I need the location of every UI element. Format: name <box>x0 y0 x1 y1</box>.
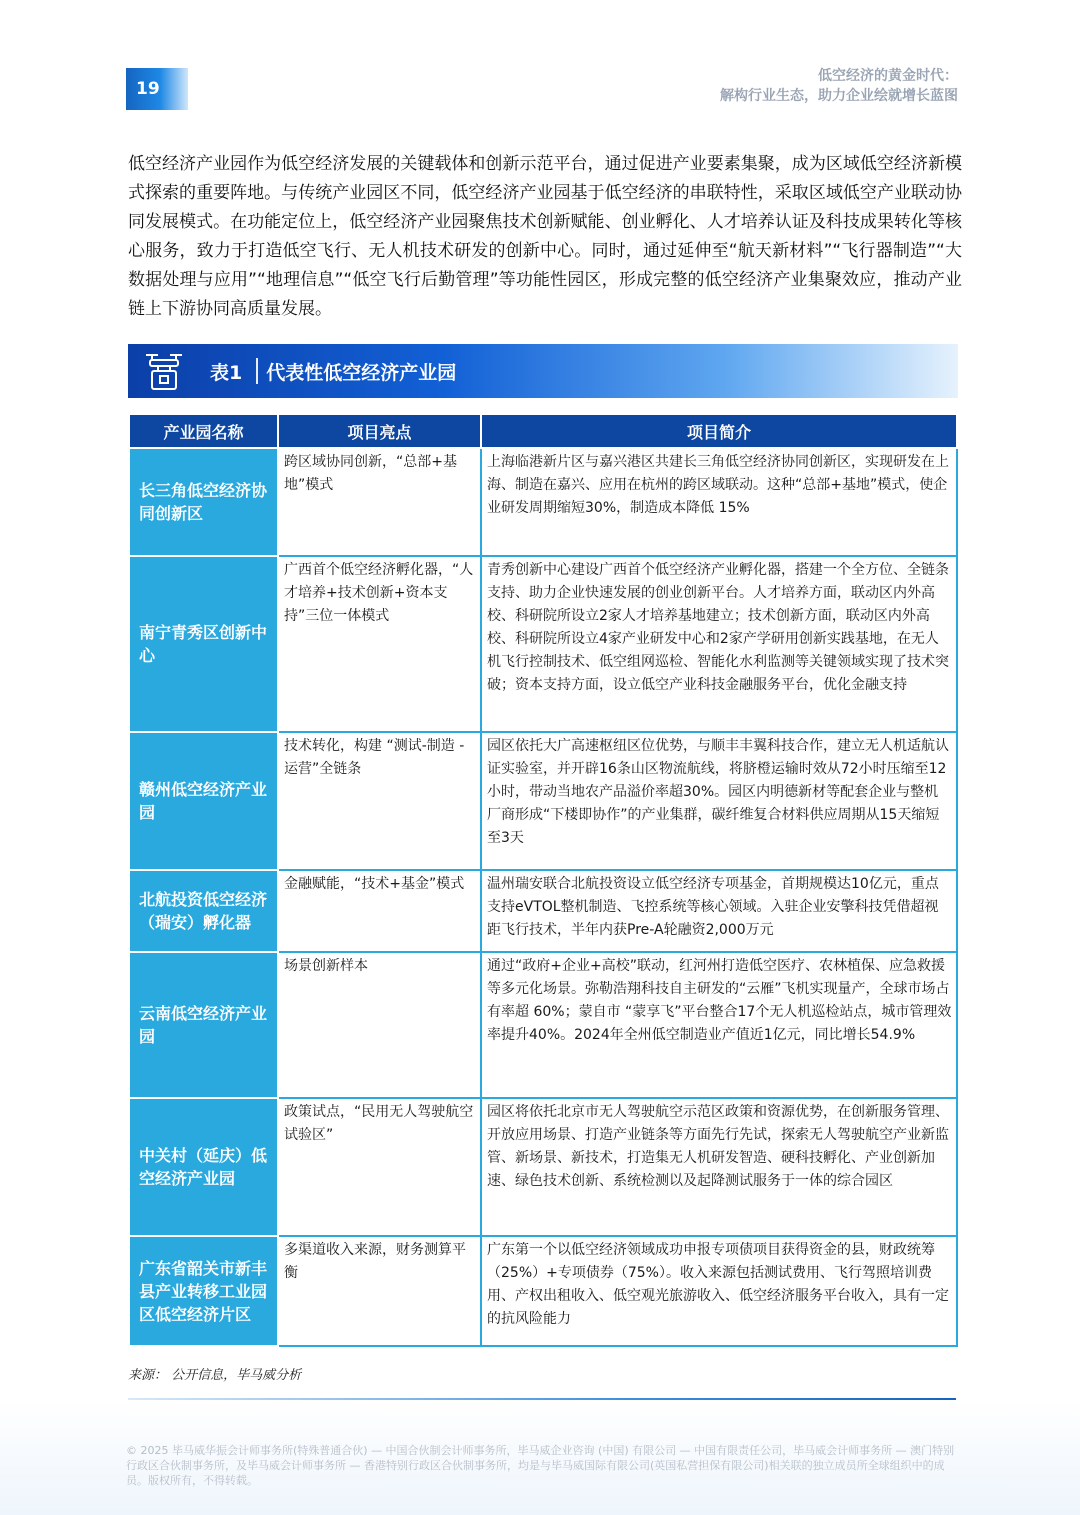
table-title: 代表性低空经济产业园 <box>266 361 457 384</box>
highlight-cell: 政策试点，“民用无人驾驶航空试验区” <box>278 1098 481 1236</box>
table-header-row <box>129 414 957 448</box>
table-title-banner <box>128 344 958 398</box>
document-title-line2: 解构行业生态，助力企业绘就增长蓝图 <box>720 88 958 104</box>
summary-cell: 温州瑞安联合北航投资设立低空经济专项基金，首期规模达10亿元，重点支持eVTOL整机制造、飞控系统等核心领域。入驻企业安擎科技凭借超视距飞行技术，半年内获Pre-A轮融资2,000万元 <box>481 870 957 952</box>
highlight-cell: 跨区域协同创新，“总部+基地”模式 <box>278 448 481 556</box>
source-note: 来源： 公开信息，毕马威分析 <box>128 1368 302 1383</box>
table-row <box>129 556 957 732</box>
park-name-cell: 北航投资低空经济（瑞安）孵化器 <box>129 870 278 952</box>
document-title-line1: 低空经济的黄金时代： <box>818 68 958 84</box>
summary-cell: 广东第一个以低空经济领域成功申报专项债项目获得资金的县，财政统筹（25%）+专项债券（75%）。收入来源包括测试费用、飞行驾照培训费用、产权出租收入、低空观光旅游收入、低空经济服务平台收入，具有一定的抗风险能力 <box>481 1236 957 1346</box>
summary-cell: 通过“政府+企业+高校”联动，红河州打造低空医疗、农林植保、应急救援等多元化场景。弥勒浩翔科技自主研发的“云雁”飞机实现量产，全球市场占有率超 60%；蒙自市 “蒙享飞”平台整合17个无人机巡检站点，城市管理效率提升40%。2024年全州低空制造业产值近1亿元，同比增长54.9% <box>481 952 957 1098</box>
document-title <box>720 66 958 106</box>
legal-disclaimer: © 2025 毕马威华振会计师事务所(特殊普通合伙) — 中国合伙制会计师事务所，毕马威企业咨询 (中国) 有限公司 — 中国有限责任公司，毕马威会计师事务所 — 澳门特别行政区合伙制事务所，及毕马威会计师事务所 — 香港特别行政区合伙制事务所，均是与毕马威国际有限公司(英国私营担保有限公司)相关联的独立成员所全球组织中的成员。版权所有，不得转载。 <box>126 1444 955 1487</box>
highlight-cell: 多渠道收入来源，财务测算平衡 <box>278 1236 481 1346</box>
park-name-cell: 中关村（延庆）低空经济产业园 <box>129 1098 278 1236</box>
intro-paragraph: 低空经济产业园作为低空经济发展的关键载体和创新示范平台，通过促进产业要素集聚，成为区域低空经济新模式探索的重要阵地。与传统产业园区不同，低空经济产业园基于低空经济的串联特性，采取区域低空产业联动协同发展模式。在功能定位上，低空经济产业园聚焦技术创新赋能、创业孵化、人才培养认证及科技成果转化等核心服务，致力于打造低空飞行、无人机技术研发的创新中心。同时，通过延伸至“航天新材料”“飞行器制造”“大数据处理与应用”“地理信息”“低空飞行后勤管理”等功能性园区，形成完整的低空经济产业集聚效应，推动产业链上下游协同高质量发展。 <box>128 154 962 319</box>
highlight-cell: 技术转化，构建 “测试-制造 - 运营”全链条 <box>278 732 481 870</box>
column-header-name: 产业园名称 <box>129 414 278 448</box>
banner-divider <box>256 358 258 384</box>
park-name-cell: 赣州低空经济产业园 <box>129 732 278 870</box>
summary-cell: 青秀创新中心建设广西首个低空经济产业孵化器，搭建一个全方位、全链条支持、助力企业快速发展的创业创新平台。人才培养方面，联动区内外高校、科研院所设立2家人才培养基地建立；技术创新方面，联动区内外高校、科研院所设立4家产业研发中心和2家产学研用创新实践基地，在无人机飞行控制技术、低空组网巡检、智能化水利监测等关键领域实现了技术突破；资本支持方面，设立低空产业科技金融服务平台，优化金融支持 <box>481 556 957 732</box>
table-label: 表1 <box>210 361 243 384</box>
page-number: 19 <box>126 68 188 110</box>
highlight-cell: 场景创新样本 <box>278 952 481 1098</box>
drone-package-icon <box>138 344 190 398</box>
highlight-cell: 金融赋能，“技术+基金”模式 <box>278 870 481 952</box>
column-header-summary: 项目简介 <box>481 414 957 448</box>
table-row <box>129 870 957 952</box>
park-name-cell: 云南低空经济产业园 <box>129 952 278 1098</box>
footer-divider <box>128 1398 956 1400</box>
summary-cell: 上海临港新片区与嘉兴港区共建长三角低空经济协同创新区，实现研发在上海、制造在嘉兴、应用在杭州的跨区域联动。这种“总部+基地”模式，使企业研发周期缩短30%，制造成本降低 15% <box>481 448 957 556</box>
table-row <box>129 1236 957 1346</box>
table-row <box>129 732 957 870</box>
column-header-highlight: 项目亮点 <box>278 414 481 448</box>
table-row <box>129 952 957 1098</box>
park-name-cell: 广东省韶关市新丰县产业转移工业园区低空经济片区 <box>129 1236 278 1346</box>
highlight-cell: 广西首个低空经济孵化器，“人才培养+技术创新+资本支持”三位一体模式 <box>278 556 481 732</box>
park-name-cell: 南宁青秀区创新中心 <box>129 556 278 732</box>
table-row <box>129 448 957 556</box>
table-row <box>129 1098 957 1236</box>
park-name-cell: 长三角低空经济协同创新区 <box>129 448 278 556</box>
summary-cell: 园区将依托北京市无人驾驶航空示范区政策和资源优势，在创新服务管理、开放应用场景、打造产业链条等方面先行先试，探索无人驾驶航空产业新监管、新场景、新技术，打造集无人机研发智造、硬科技孵化、产业创新加速、绿色技术创新、系统检测以及起降测试服务于一体的综合园区 <box>481 1098 957 1236</box>
industrial-park-table <box>128 413 956 1347</box>
summary-cell: 园区依托大广高速枢纽区位优势，与顺丰丰翼科技合作，建立无人机适航认证实验室，并开辟16条山区物流航线，将脐橙运输时效从72小时压缩至12小时，带动当地农产品溢价率超30%。园区内明德新材等配套企业与整机厂商形成“下楼即协作”的产业集群，碳纤维复合材料供应周期从15天缩短至3天 <box>481 732 957 870</box>
